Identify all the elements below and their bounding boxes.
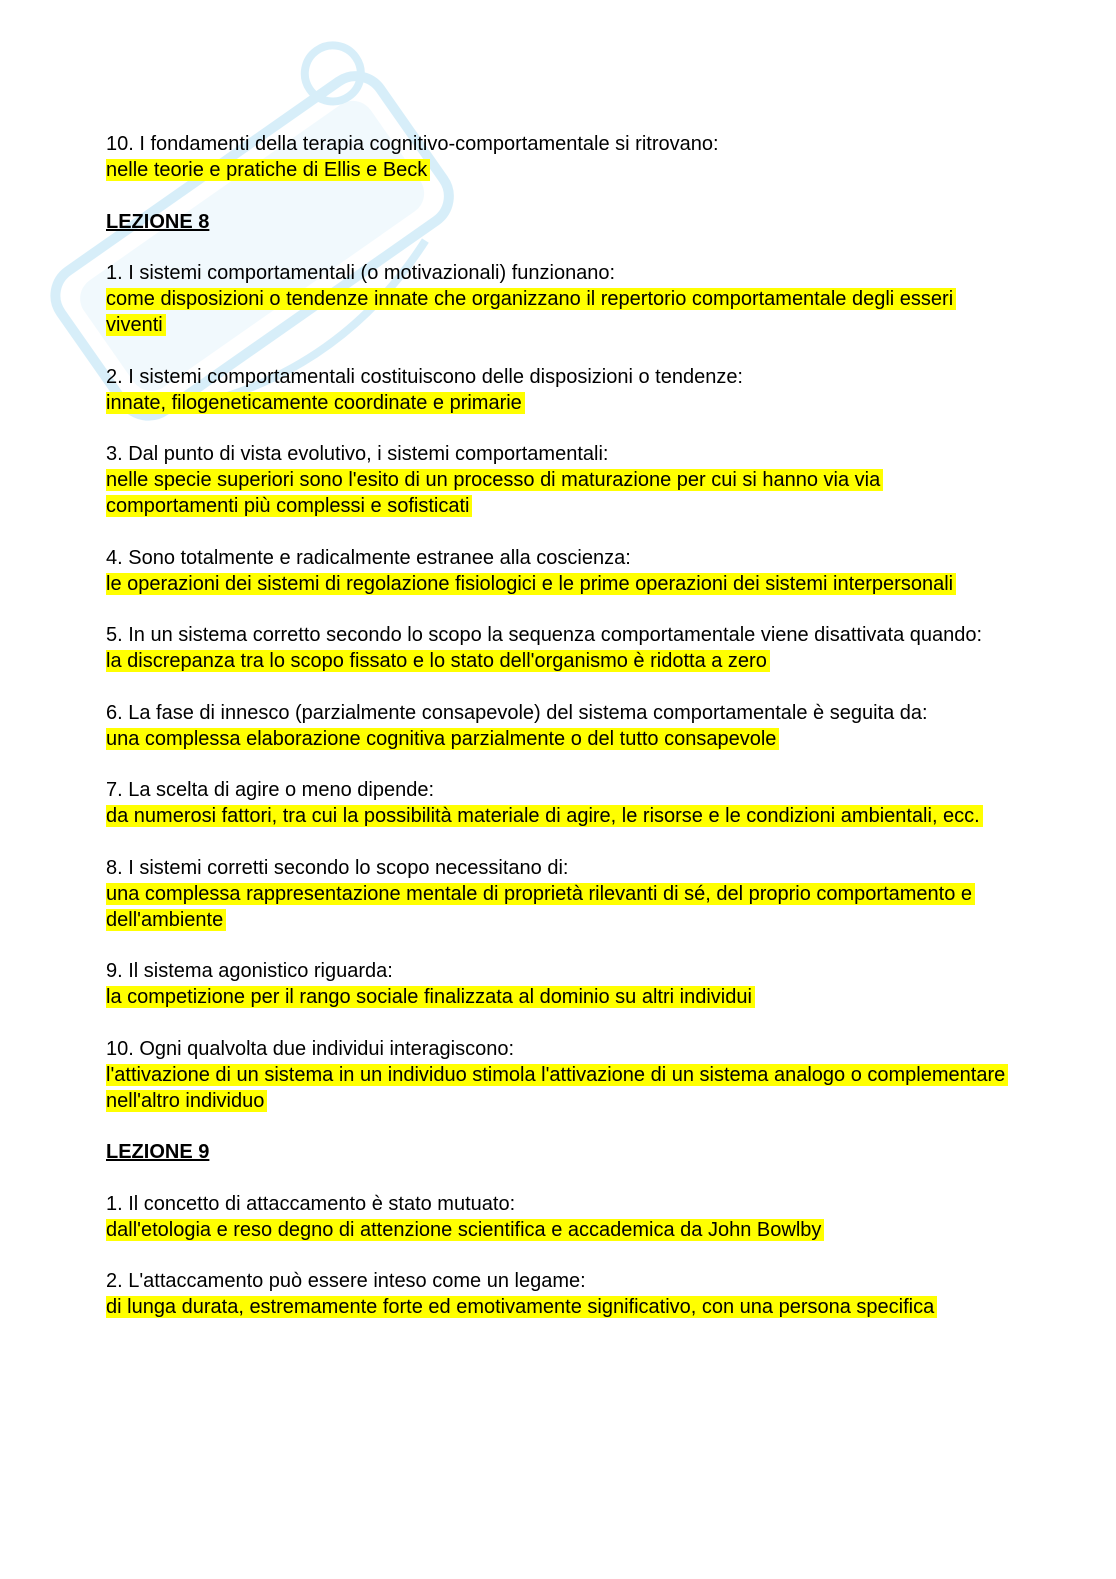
question-text: 8. I sistemi corretti secondo lo scopo necessitano di: xyxy=(106,856,569,879)
section-heading: LEZIONE 8 xyxy=(106,210,210,233)
question-text: 7. La scelta di agire o meno dipende: xyxy=(106,779,434,801)
answer-highlight: nelle teorie e pratiche di Ellis e Beck xyxy=(106,159,430,181)
question-block xyxy=(106,441,1006,519)
question-text: 3. Dal punto di vista evolutivo, i sistemi comportamentali: xyxy=(106,443,609,465)
question-text: 10. I fondamenti della terapia cognitivo-comportamentale si ritrovano: xyxy=(106,133,719,155)
question-block xyxy=(106,260,1006,338)
answer-highlight: nelle specie superiori sono l'esito di un processo di maturazione per cui si hanno via via comportamenti più complessi e sofisticati xyxy=(106,469,883,517)
answer-highlight: da numerosi fattori, tra cui la possibilità materiale di agire, le risorse e le condizioni ambientali, ecc. xyxy=(106,805,983,827)
question-text: 10. Ogni qualvolta due individui interagiscono: xyxy=(106,1037,515,1060)
question-block xyxy=(106,958,1006,1010)
answer-highlight: la discrepanza tra lo scopo fissato e lo stato dell'organismo è ridotta a zero xyxy=(106,650,770,672)
answer-highlight: innate, filogeneticamente coordinate e primarie xyxy=(106,392,525,414)
question-text: 1. Il concetto di attaccamento è stato mutuato: xyxy=(106,1192,516,1215)
question-text: 5. In un sistema corretto secondo lo scopo la sequenza comportamentale viene disattivata quando: xyxy=(106,624,983,646)
question-text: 2. I sistemi comportamentali costituiscono delle disposizioni o tendenze: xyxy=(106,365,743,388)
question-block xyxy=(106,1268,1006,1320)
question-block xyxy=(106,777,1006,829)
answer-highlight: l'attivazione di un sistema in un individuo stimola l'attivazione di un sistema analogo o complementare nell'altro individuo xyxy=(106,1064,1008,1112)
question-block xyxy=(106,622,1006,674)
question-block xyxy=(106,700,1006,752)
answer-highlight: le operazioni dei sistemi di regolazione fisiologici e le prime operazioni dei sistemi interpersonali xyxy=(106,573,956,595)
section-heading: LEZIONE 9 xyxy=(106,1141,210,1163)
question-text: 1. I sistemi comportamentali (o motivazionali) funzionano: xyxy=(106,262,616,284)
document-page xyxy=(106,131,1006,1346)
question-text: 9. Il sistema agonistico riguarda: xyxy=(106,960,393,982)
answer-highlight: una complessa rappresentazione mentale di proprietà rilevanti di sé, del proprio comportamento e dell'ambiente xyxy=(106,883,975,931)
answer-highlight: una complessa elaborazione cognitiva parzialmente o del tutto consapevole xyxy=(106,728,779,750)
question-text: 6. La fase di innesco (parzialmente consapevole) del sistema comportamentale è seguita da: xyxy=(106,701,928,724)
question-block xyxy=(106,545,1006,597)
answer-highlight: come disposizioni o tendenze innate che organizzano il repertorio comportamentale degli esseri viventi xyxy=(106,288,956,336)
question-block xyxy=(106,855,1006,933)
question-block xyxy=(106,1191,1006,1243)
question-block xyxy=(106,364,1006,416)
question-text: 4. Sono totalmente e radicalmente estranee alla coscienza: xyxy=(106,546,631,569)
question-text: 2. L'attaccamento può essere inteso come un legame: xyxy=(106,1270,586,1292)
question-block xyxy=(106,131,1006,183)
answer-highlight: dall'etologia e reso degno di attenzione scientifica e accademica da John Bowlby xyxy=(106,1219,824,1241)
answer-highlight: di lunga durata, estremamente forte ed emotivamente significativo, con una persona specifica xyxy=(106,1296,937,1318)
question-block xyxy=(106,1036,1006,1114)
answer-highlight: la competizione per il rango sociale finalizzata al dominio su altri individui xyxy=(106,986,755,1008)
